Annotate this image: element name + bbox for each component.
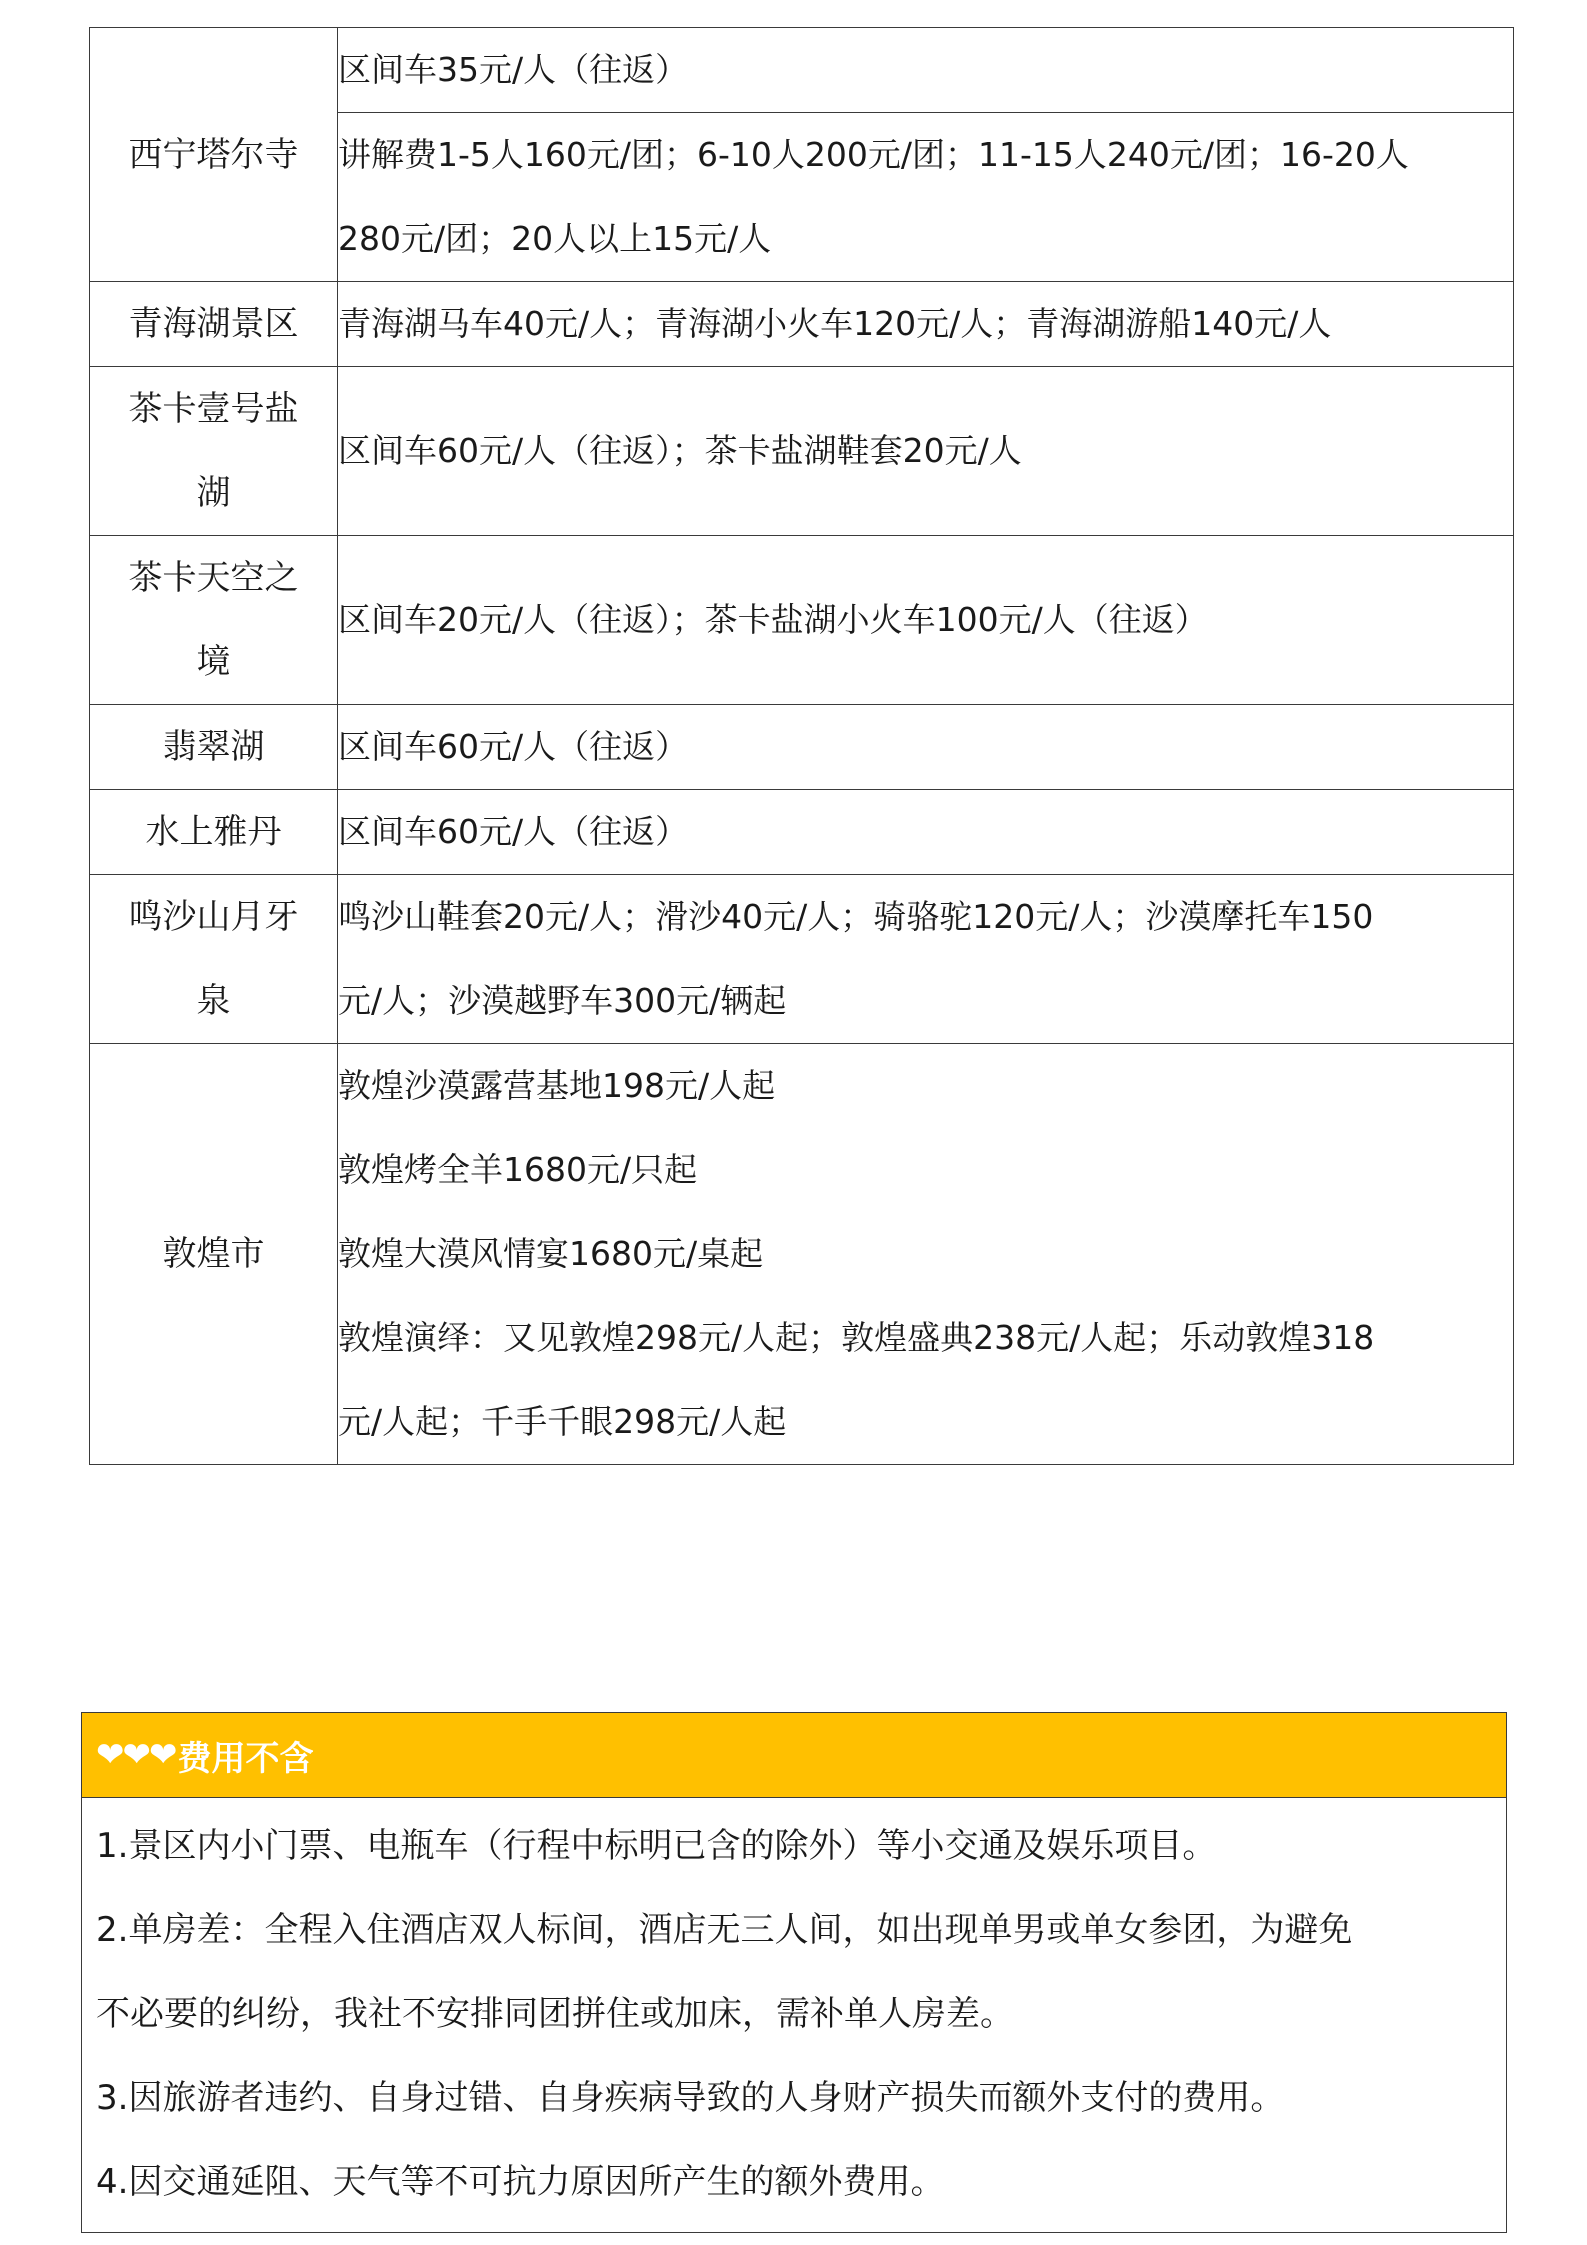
detail-line: 元/人；沙漠越野车300元/辆起	[338, 981, 787, 1020]
table-row	[90, 28, 1514, 113]
place-cell	[90, 790, 338, 875]
list-item: 3.因旅游者违约、自身过错、自身疾病导致的人身财产损失而额外支付的费用。	[96, 2078, 1285, 2118]
detail-line: 讲解费1-5人160元/团；6-10人200元/团；11-15人240元/团；16-20人	[338, 135, 1409, 174]
place-name: 青海湖景区	[128, 304, 299, 344]
excluded-fees-title: 费用不含	[177, 1738, 314, 1779]
table-row	[90, 1044, 1514, 1465]
detail-cell	[338, 367, 1514, 536]
place-name: 翡翠湖	[162, 727, 265, 767]
excluded-fees-header	[82, 1713, 1506, 1798]
excluded-fees-box	[81, 1712, 1507, 2233]
place-name: 西宁塔尔寺	[128, 134, 299, 175]
detail-line: 区间车20元/人（往返）；茶卡盐湖小火车100元/人（往返）	[338, 600, 1208, 639]
place-name-cont: 境	[196, 642, 231, 682]
place-cell	[90, 367, 338, 536]
detail-line: 区间车60元/人（往返）	[338, 812, 689, 851]
detail-cell	[338, 875, 1514, 1044]
place-cell	[90, 28, 338, 282]
place-name: 鸣沙山月牙	[128, 897, 299, 937]
detail-line: 区间车35元/人（往返）	[338, 50, 689, 89]
detail-line: 青海湖马车40元/人；青海湖小火车120元/人；青海湖游船140元/人	[338, 304, 1332, 343]
detail-line: 元/人起；千手千眼298元/人起	[338, 1402, 787, 1441]
detail-cell	[338, 536, 1514, 705]
table-row	[90, 875, 1514, 1044]
place-name: 水上雅丹	[145, 812, 282, 852]
excluded-fees-list	[82, 1798, 1506, 2232]
list-item: 不必要的纠纷，我社不安排同团拼住或加床，需补单人房差。	[96, 1994, 1014, 2034]
detail-line: 敦煌烤全羊1680元/只起	[338, 1150, 698, 1189]
list-item: 2.单房差：全程入住酒店双人标间，酒店无三人间，如出现单男或单女参团，为避免	[96, 1910, 1353, 1950]
detail-line: 敦煌沙漠露营基地198元/人起	[338, 1066, 776, 1105]
place-cell	[90, 282, 338, 367]
detail-line: 区间车60元/人（往返）；茶卡盐湖鞋套20元/人	[338, 431, 1022, 470]
list-item: 1.景区内小门票、电瓶车（行程中标明已含的除外）等小交通及娱乐项目。	[96, 1826, 1217, 1866]
detail-cell	[338, 790, 1514, 875]
detail-cell	[338, 28, 1514, 113]
place-cell	[90, 705, 338, 790]
detail-cell	[338, 113, 1514, 282]
place-name: 茶卡壹号盐	[128, 389, 299, 429]
place-name-cont: 泉	[196, 981, 231, 1021]
detail-cell	[338, 282, 1514, 367]
place-cell	[90, 536, 338, 705]
detail-line: 敦煌大漠风情宴1680元/桌起	[338, 1234, 764, 1273]
table-row	[90, 282, 1514, 367]
place-name: 茶卡天空之	[128, 558, 299, 598]
place-name: 敦煌市	[162, 1234, 265, 1274]
table-row	[90, 536, 1514, 705]
place-cell	[90, 875, 338, 1044]
detail-line: 敦煌演绎：又见敦煌298元/人起；敦煌盛典238元/人起；乐动敦煌318	[338, 1318, 1375, 1357]
fee-table	[89, 27, 1514, 1465]
place-name-cont: 湖	[196, 473, 231, 513]
detail-line: 鸣沙山鞋套20元/人；滑沙40元/人；骑骆驼120元/人；沙漠摩托车150	[338, 897, 1374, 936]
table-row	[90, 790, 1514, 875]
detail-cell	[338, 1044, 1514, 1465]
detail-cell	[338, 705, 1514, 790]
table-row	[90, 705, 1514, 790]
detail-line: 区间车60元/人（往返）	[338, 727, 689, 766]
heart-icon: ❤❤❤	[96, 1735, 176, 1775]
list-item: 4.因交通延阻、天气等不可抗力原因所产生的额外费用。	[96, 2162, 945, 2202]
detail-line: 280元/团；20人以上15元/人	[338, 219, 772, 258]
place-cell	[90, 1044, 338, 1465]
table-row	[90, 367, 1514, 536]
